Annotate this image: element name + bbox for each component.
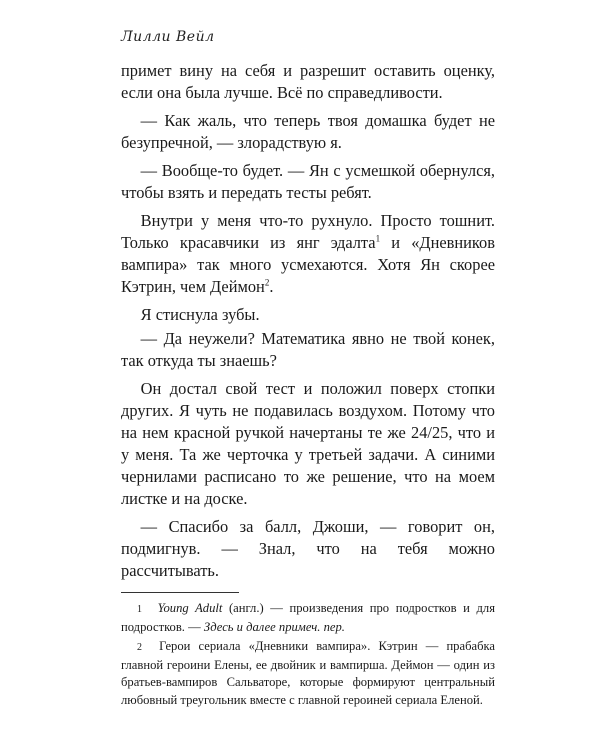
footnote-ref: 1 xyxy=(375,233,381,244)
footnote-term: Young Adult xyxy=(157,601,223,615)
footnote-text: Герои сериала «Дневники вампира». Кэтрин — прабабка главной героини Елены, ее двойник и вампирша. Деймон — один из братьев-вампиров Сальваторе, которые формируют центральный любовный треугольник вместе с главной героиней сериала Еленой. xyxy=(121,639,495,707)
paragraph: Я стиснула зубы. xyxy=(140,305,260,324)
paragraph: — Спасибо за балл, Джоши, — говорит он, подмигнув. — Знал, что на тебя можно рассчитывать. xyxy=(121,517,495,580)
footnote xyxy=(121,600,495,636)
footnote-number: 1 xyxy=(137,604,142,615)
paragraph-text: и «Дневников вампира» так много усмехаются. Хотя Ян скорее Кэтрин, чем Деймон xyxy=(121,233,495,296)
paragraph: Он достал свой тест и положил поверх стопки других. Я чуть не подавилась воздухом. Потому что на нем красной ручкой начертаны те же 24/25, что и у меня. Та же черточка у третьей задачи. А синими чернилами расписано то же решение, что на моем листке и на доске. xyxy=(121,379,495,508)
paragraph: примет вину на себя и разрешит оставить оценку, если она была лучше. Всё по справедливости. xyxy=(121,61,495,102)
running-header: Лилли Вейл xyxy=(121,29,215,45)
paragraph: — Как жаль, что теперь твоя домашка будет не безупречной, — злорадствую я. xyxy=(121,111,495,152)
footnote-note: Здесь и далее примеч. пер. xyxy=(203,619,345,634)
main-text xyxy=(121,60,495,584)
footnote-number: 2 xyxy=(137,642,142,653)
paragraph xyxy=(121,210,495,298)
footnote-ref: 2 xyxy=(264,277,270,288)
paragraph: — Да неужели? Математика явно не твой конек, так откуда ты знаешь? xyxy=(121,329,495,370)
paragraph-text: . xyxy=(269,277,274,296)
footnotes xyxy=(121,600,495,711)
footnote-text: — произведения про подростков и для подростков. — xyxy=(121,601,495,634)
footnote xyxy=(121,638,495,709)
footnote-divider xyxy=(121,592,239,593)
paragraph-text: Внутри у меня что-то рухнуло. Просто тошнит. Только красавчики из янг эдалта xyxy=(121,211,495,252)
paragraph: — Вообще-то будет. — Ян с усмешкой обернулся, чтобы взять и передать тесты ребят. xyxy=(121,161,495,202)
footnote-lang: (англ.) xyxy=(222,601,264,615)
